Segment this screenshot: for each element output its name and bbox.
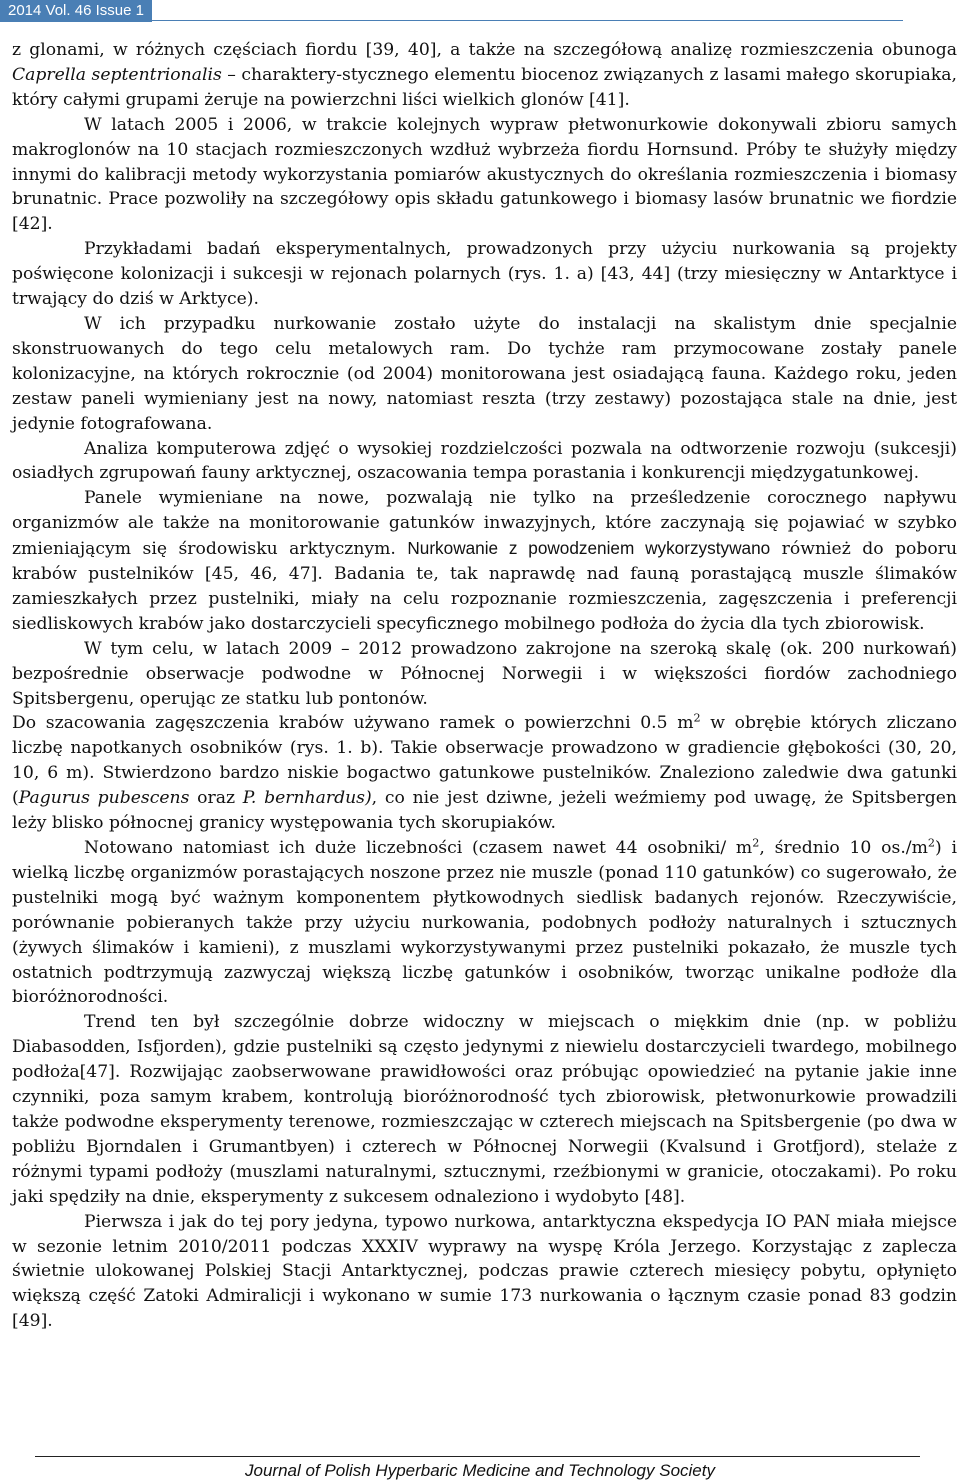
text-segment: Przykładami badań eksperymentalnych, prowadzonych przy użyciu nurkowania są projekty poświęcone kolonizacji i sukcesji w rejonach polarnych (rys. 1. a) [43, 44] (trzy miesięczny w Antarktyce i trwający do dziś w Arktyce). [12,239,957,310]
paragraph-p7 [12,637,957,712]
italic-text: P. bernhardus) [242,788,372,809]
text-segment: w obrębie których zliczano liczbę napotkanych osobników (rys. 1. b). Takie obserwacje prowadzono w gradiencie głębokości (30, 20, 10, 6 m). Stwierdzono bardzo niskie bogactwo gatunkowe pustelników. Znaleziono zaledwie dwa gatunki ( [12,713,957,809]
journal-footer: Journal of Polish Hyperbaric Medicine and Technology Society [245,1461,715,1480]
paragraph-p1 [12,38,957,113]
article-body [12,38,957,1334]
italic-text: Pagurus pubescens [18,788,190,809]
paragraph-p3 [12,237,957,312]
paragraph-p5 [12,437,957,487]
italic-text: Caprella septentrionalis [12,64,222,85]
paragraph-p4 [12,312,957,437]
text-segment: W latach 2005 i 2006, w trakcie kolejnych wypraw płetwonurkowie dokonywali zbioru samych makroglonów na 10 stacjach rozmieszczonych wzdłuż wybrzeża fiordu Hornsund. Próby te służyły między innymi do kalibracji metody wykorzystania pomiarów akustycznych do określania rozmieszczenia i biomasy brunatnic. Prace pozwoliły na szczegółowy opis składu gatunkowego i biomasy lasów brunatnic we fiordzie [42]. [12,114,957,235]
paragraph-p6 [12,486,957,636]
text-segment: , średnio 10 os./m [759,838,928,858]
text-segment: , co nie jest dziwne, jeżeli weźmiemy pod uwagę, że Spitsbergen leży blisko północnej granicy występowania tych skorupiaków. [12,788,957,834]
page-header [0,0,960,22]
superscript: 2 [927,836,935,850]
text-segment: ) i wielką liczbę organizmów porastających noszone przez nie muszle (ponad 110 gatunków) co sugerowało, że pustelniki mogą być ważnym komponentem płytkowodnych siedlisk badanych rejonów. Rzeczywiście, porównanie pobieranych także przy użyciu nurkowania, podobnych podłoży naturalnych i sztucznych (żywych ślimaków i kamieni), z muszlami wykorzystywanymi przez pustelniki pokazało, że muszle tych ostatnich podtrzymują zazwyczaj większą liczbę gatunków i osobników, tworząc unikalne podłoże dla bioróżnorodności. [12,838,957,1008]
paragraph-p9 [12,836,957,1010]
text-segment: również do poboru krabów pustelników [45, 46, 47]. Badania te, tak naprawdę nad fauną porastającą muszle ślimaków zamieszkałych przez pustelniki, miały na celu rozpoznanie rozmieszczenia, zagęszczenia i preferencji siedliskowych krabów jako dostarczycieli specyficznego mobilnego podłoża do życia dla tych zbiorowisk. [12,539,958,634]
text-segment: Analiza komputerowa zdjęć o wysokiej rozdzielczości pozwala na odtworzenie rozwoju (sukcesji) osiadłych zgrupowań fauny arktycznej, oszacowania tempa porastania i konkurencji międzygatunkowej. [12,438,957,484]
text-segment: Notowano natomiast ich duże liczebności (czasem nawet 44 osobniki/ m [84,838,753,858]
paragraph-p2 [12,113,957,238]
text-segment: Trend ten był szczególnie dobrze widoczny w miejscach o miękkim dnie (np. w pobliżu Diabasodden, Isfjorden), gdzie pustelniki są często jedynymi z niewielu dostarczycieli twardego, mobilnego podłoża[47]. Rozwijając zaobserwowane prawidłowości oraz próbując opowiedzieć na pytanie jakie inne czynniki, poza samym krabem, kontrolują bioróżnorodność tych zbiorowisk, płetwonurkowie prowadzili także podwodne eksperymenty terenowe, rozmieszczając w czterech miejscach na Spitsbergenie (po dwa w pobliżu Bjorndalen i Grumantbyen) i czterech w Północnej Norwegii (Kvalsund i Grotfjord), stelaże z różnymi typami podłoży (muszlami naturalnymi, sztucznymi, rzeźbionymi w granicie, otoczakami). Po roku jaki spędziły na dnie, eksperymenty z sukcesem odnaleziono i wydobyto [48]. [12,1012,957,1207]
footer-rule [35,1456,920,1457]
text-segment: – charaktery-stycznego elementu biocenoz związanych z lasami małego skorupiaka, który całymi grupami żeruje na powierzchni liści wielkich glonów [41]. [12,64,957,110]
text-segment: W ich przypadku nurkowanie zostało użyte do instalacji na skalistym dnie specjalnie skonstruowanych do tego celu metalowych ram. Do tychże ram przymocowane zostały panele kolonizacyjne, na których rokrocznie (od 2004) monitorowana jest osiadającą fauna. Każdego roku, jeden zestaw paneli wymieniany jest na nowy, natomiast reszta (trzy zestawy) pozostająca stale na dnie, jest jedynie fotografowana. [12,313,957,434]
paragraph-p8 [12,711,957,836]
text-segment: Nurkowanie z powodzeniem wykorzystywano [407,538,771,559]
text-segment: oraz [189,788,243,809]
text-segment: Panele wymieniane na nowe, pozwalają nie tylko na prześledzenie corocznego napływu organizmów ale także na monitorowanie gatunków inwazyjnych, które zaczynają się pojawiać w szybko zmieniającym się środowisku arktycznym. [12,488,957,560]
superscript: 2 [693,711,701,725]
issue-label: 2014 Vol. 46 Issue 1 [0,0,152,22]
text-segment: Pierwsza i jak do tej pory jedyna, typowo nurkowa, antarktyczna ekspedycja IO PAN miała miejsce w sezonie letnim 2010/2011 podczas XXXIV wyprawy na wyspę Króla Jerzego. Korzystając z zaplecza świetnie ulokowanej Polskiej Stacji Antarktycznej, podczas prawie czterech miesięcy pobytu, opłynięto większą część Zatoki Admiralicji i wykonano w sumie 173 nurkowania o łącznym czasie ponad 83 godzin [49]. [12,1211,957,1332]
paragraph-p10 [12,1010,957,1209]
paragraph-p11 [12,1210,957,1335]
superscript: 2 [752,836,760,850]
text-segment: W tym celu, w latach 2009 – 2012 prowadzono zakrojone na szeroką skalę (ok. 200 nurkowań) bezpośrednie obserwacje podwodne w Północnej Norwegii i w większości fiordów zachodniego Spitsbergenu, operując ze statku lub pontonów. [12,638,957,709]
header-rule [0,20,903,21]
text-segment: z glonami, w różnych częściach fiordu [39, 40], a także na szczegółową analizę rozmieszczenia obunoga [12,40,957,60]
text-segment: Do szacowania zagęszczenia krabów używano ramek o powierzchni 0.5 m [12,713,694,734]
